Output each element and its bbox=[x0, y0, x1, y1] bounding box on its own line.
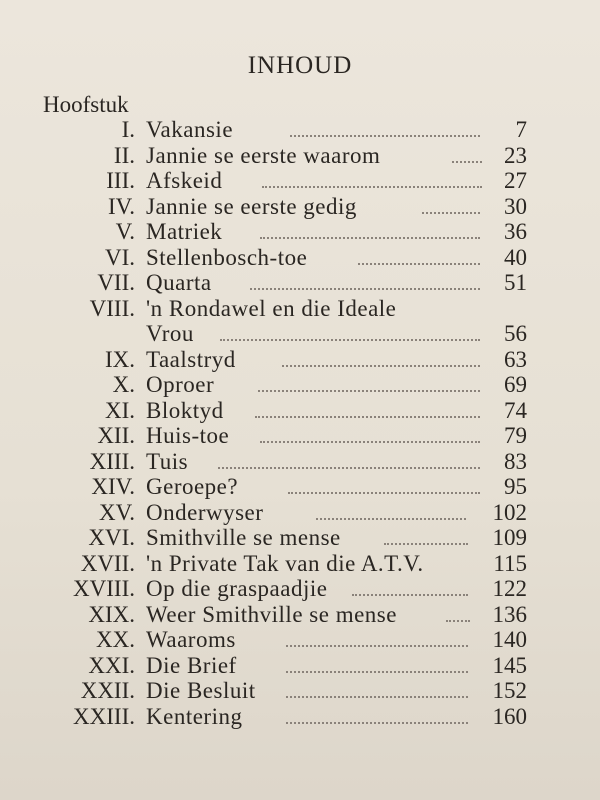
chapter-title: Vakansie bbox=[146, 117, 234, 142]
toc-entry bbox=[0, 219, 600, 245]
dot-leader bbox=[220, 335, 480, 341]
chapter-number: IV. bbox=[107, 193, 135, 219]
chapter-title: Tuis bbox=[146, 448, 189, 474]
chapter-title: Geroepe? bbox=[146, 474, 239, 499]
dot-leader bbox=[255, 412, 480, 418]
chapter-title: 'n Private Tak van die A.T.V. bbox=[146, 550, 424, 576]
toc-entry bbox=[0, 474, 600, 500]
chapter-number: IX. bbox=[104, 346, 135, 372]
chapter-title: Quarta bbox=[146, 270, 212, 295]
dot-leader bbox=[452, 157, 482, 163]
toc-entry bbox=[0, 602, 600, 628]
chapter-title: Weer Smithville se mense bbox=[146, 601, 397, 627]
toc-entry bbox=[0, 653, 600, 679]
chapter-title: Matriek bbox=[146, 219, 223, 244]
chapter-title: 'n Rondawel en die Ideale bbox=[146, 295, 397, 321]
chapter-number: XIII. bbox=[89, 448, 135, 474]
page-number: 160 bbox=[492, 703, 527, 729]
dot-leader bbox=[260, 437, 480, 443]
page-number: 122 bbox=[492, 576, 527, 601]
toc-entry bbox=[0, 525, 600, 551]
chapter-title: Kentering bbox=[146, 703, 243, 729]
toc-entry-continuation bbox=[0, 321, 600, 347]
toc-entry bbox=[0, 117, 600, 143]
page-number: 152 bbox=[492, 678, 527, 703]
chapter-number: V. bbox=[115, 219, 135, 244]
chapter-title: Smithville se mense bbox=[146, 525, 341, 550]
page-number: 40 bbox=[504, 244, 527, 270]
dot-leader bbox=[260, 233, 480, 239]
chapter-number: XVII. bbox=[80, 550, 135, 576]
page-number: 102 bbox=[492, 499, 527, 525]
chapter-title: Die Besluit bbox=[146, 678, 256, 703]
page-number: 140 bbox=[492, 627, 527, 652]
toc-entry bbox=[0, 270, 600, 296]
page-number: 136 bbox=[492, 601, 527, 627]
chapter-title: Huis-toe bbox=[146, 423, 230, 448]
dot-leader bbox=[286, 641, 468, 647]
chapter-title: Jannie se eerste gedig bbox=[146, 193, 357, 219]
page-number: 145 bbox=[492, 652, 527, 678]
chapter-number: III. bbox=[106, 168, 135, 193]
page-number: 74 bbox=[504, 397, 527, 423]
chapter-number: XII. bbox=[97, 423, 135, 448]
page-number: 27 bbox=[504, 168, 527, 193]
dot-leader bbox=[422, 208, 480, 214]
page-number: 23 bbox=[504, 142, 527, 168]
toc-entry bbox=[0, 423, 600, 449]
chapter-title: Bloktyd bbox=[146, 397, 224, 423]
dot-leader bbox=[316, 514, 466, 520]
chapter-number: I. bbox=[121, 117, 135, 142]
toc-entry bbox=[0, 347, 600, 373]
chapter-number: X. bbox=[112, 372, 135, 397]
chapter-title: Afskeid bbox=[146, 168, 223, 193]
page-number: 56 bbox=[504, 321, 527, 346]
chapter-number: XIX. bbox=[88, 601, 135, 627]
chapter-title-continued: Vrou bbox=[146, 321, 194, 346]
page-number: 79 bbox=[504, 423, 527, 448]
chapter-number: XVI. bbox=[88, 525, 135, 550]
dot-leader bbox=[286, 667, 468, 673]
page-number: 83 bbox=[504, 448, 527, 474]
chapter-title: Stellenbosch-toe bbox=[146, 244, 308, 270]
dot-leader bbox=[288, 488, 480, 494]
page-number: 69 bbox=[504, 372, 527, 397]
chapter-number: XIV. bbox=[91, 474, 135, 499]
dot-leader bbox=[358, 259, 480, 265]
chapter-title: Waaroms bbox=[146, 627, 236, 652]
toc-entry bbox=[0, 245, 600, 271]
dot-leader bbox=[258, 386, 480, 392]
toc-entry bbox=[0, 296, 600, 347]
page-number: 95 bbox=[504, 474, 527, 499]
toc-entry bbox=[0, 500, 600, 526]
chapter-number: VI. bbox=[104, 244, 135, 270]
chapter-number: II. bbox=[113, 142, 135, 168]
page-number: 63 bbox=[504, 346, 527, 372]
toc-entry bbox=[0, 704, 600, 730]
page-number: 36 bbox=[504, 219, 527, 244]
chapter-title: Op die graspaadjie bbox=[146, 576, 328, 601]
toc-entry bbox=[0, 194, 600, 220]
toc-entry bbox=[0, 627, 600, 653]
chapter-title: Taalstryd bbox=[146, 346, 236, 372]
toc-entry bbox=[0, 678, 600, 704]
chapter-title: Oproer bbox=[146, 372, 215, 397]
toc-entry bbox=[0, 398, 600, 424]
toc-entry bbox=[0, 576, 600, 602]
table-of-contents bbox=[0, 117, 600, 729]
chapter-number: VII. bbox=[97, 270, 135, 295]
toc-entry bbox=[0, 449, 600, 475]
dot-leader bbox=[384, 539, 468, 545]
dot-leader bbox=[286, 692, 468, 698]
dot-leader bbox=[262, 182, 482, 188]
toc-entry bbox=[0, 143, 600, 169]
dot-leader bbox=[446, 616, 470, 622]
chapter-number: VIII. bbox=[89, 295, 135, 321]
dot-leader bbox=[282, 361, 480, 367]
page-number: 51 bbox=[504, 270, 527, 295]
page-number: 109 bbox=[492, 525, 527, 550]
dot-leader bbox=[290, 131, 480, 137]
toc-entry bbox=[0, 168, 600, 194]
chapter-title: Jannie se eerste waarom bbox=[146, 142, 381, 168]
chapter-number: XX. bbox=[96, 627, 135, 652]
dot-leader bbox=[352, 590, 468, 596]
chapter-number: XXIII. bbox=[73, 703, 135, 729]
toc-entry bbox=[0, 551, 600, 577]
chapter-number: XXI. bbox=[88, 652, 135, 678]
page-number: 7 bbox=[515, 117, 527, 142]
dot-leader bbox=[286, 718, 468, 724]
chapter-title: Onderwyser bbox=[146, 499, 264, 525]
dot-leader bbox=[218, 463, 480, 469]
page-number: 115 bbox=[493, 550, 527, 576]
chapter-title: Die Brief bbox=[146, 652, 237, 678]
page-number: 30 bbox=[504, 193, 527, 219]
toc-title: INHOUD bbox=[247, 52, 353, 79]
chapter-number: XVIII. bbox=[73, 576, 135, 601]
chapter-number: XV. bbox=[98, 499, 135, 525]
dot-leader bbox=[250, 284, 480, 290]
chapter-number: XI. bbox=[104, 397, 135, 423]
chapter-heading: Hoofstuk bbox=[43, 92, 129, 117]
toc-entry bbox=[0, 372, 600, 398]
chapter-number: XXII. bbox=[80, 678, 135, 703]
